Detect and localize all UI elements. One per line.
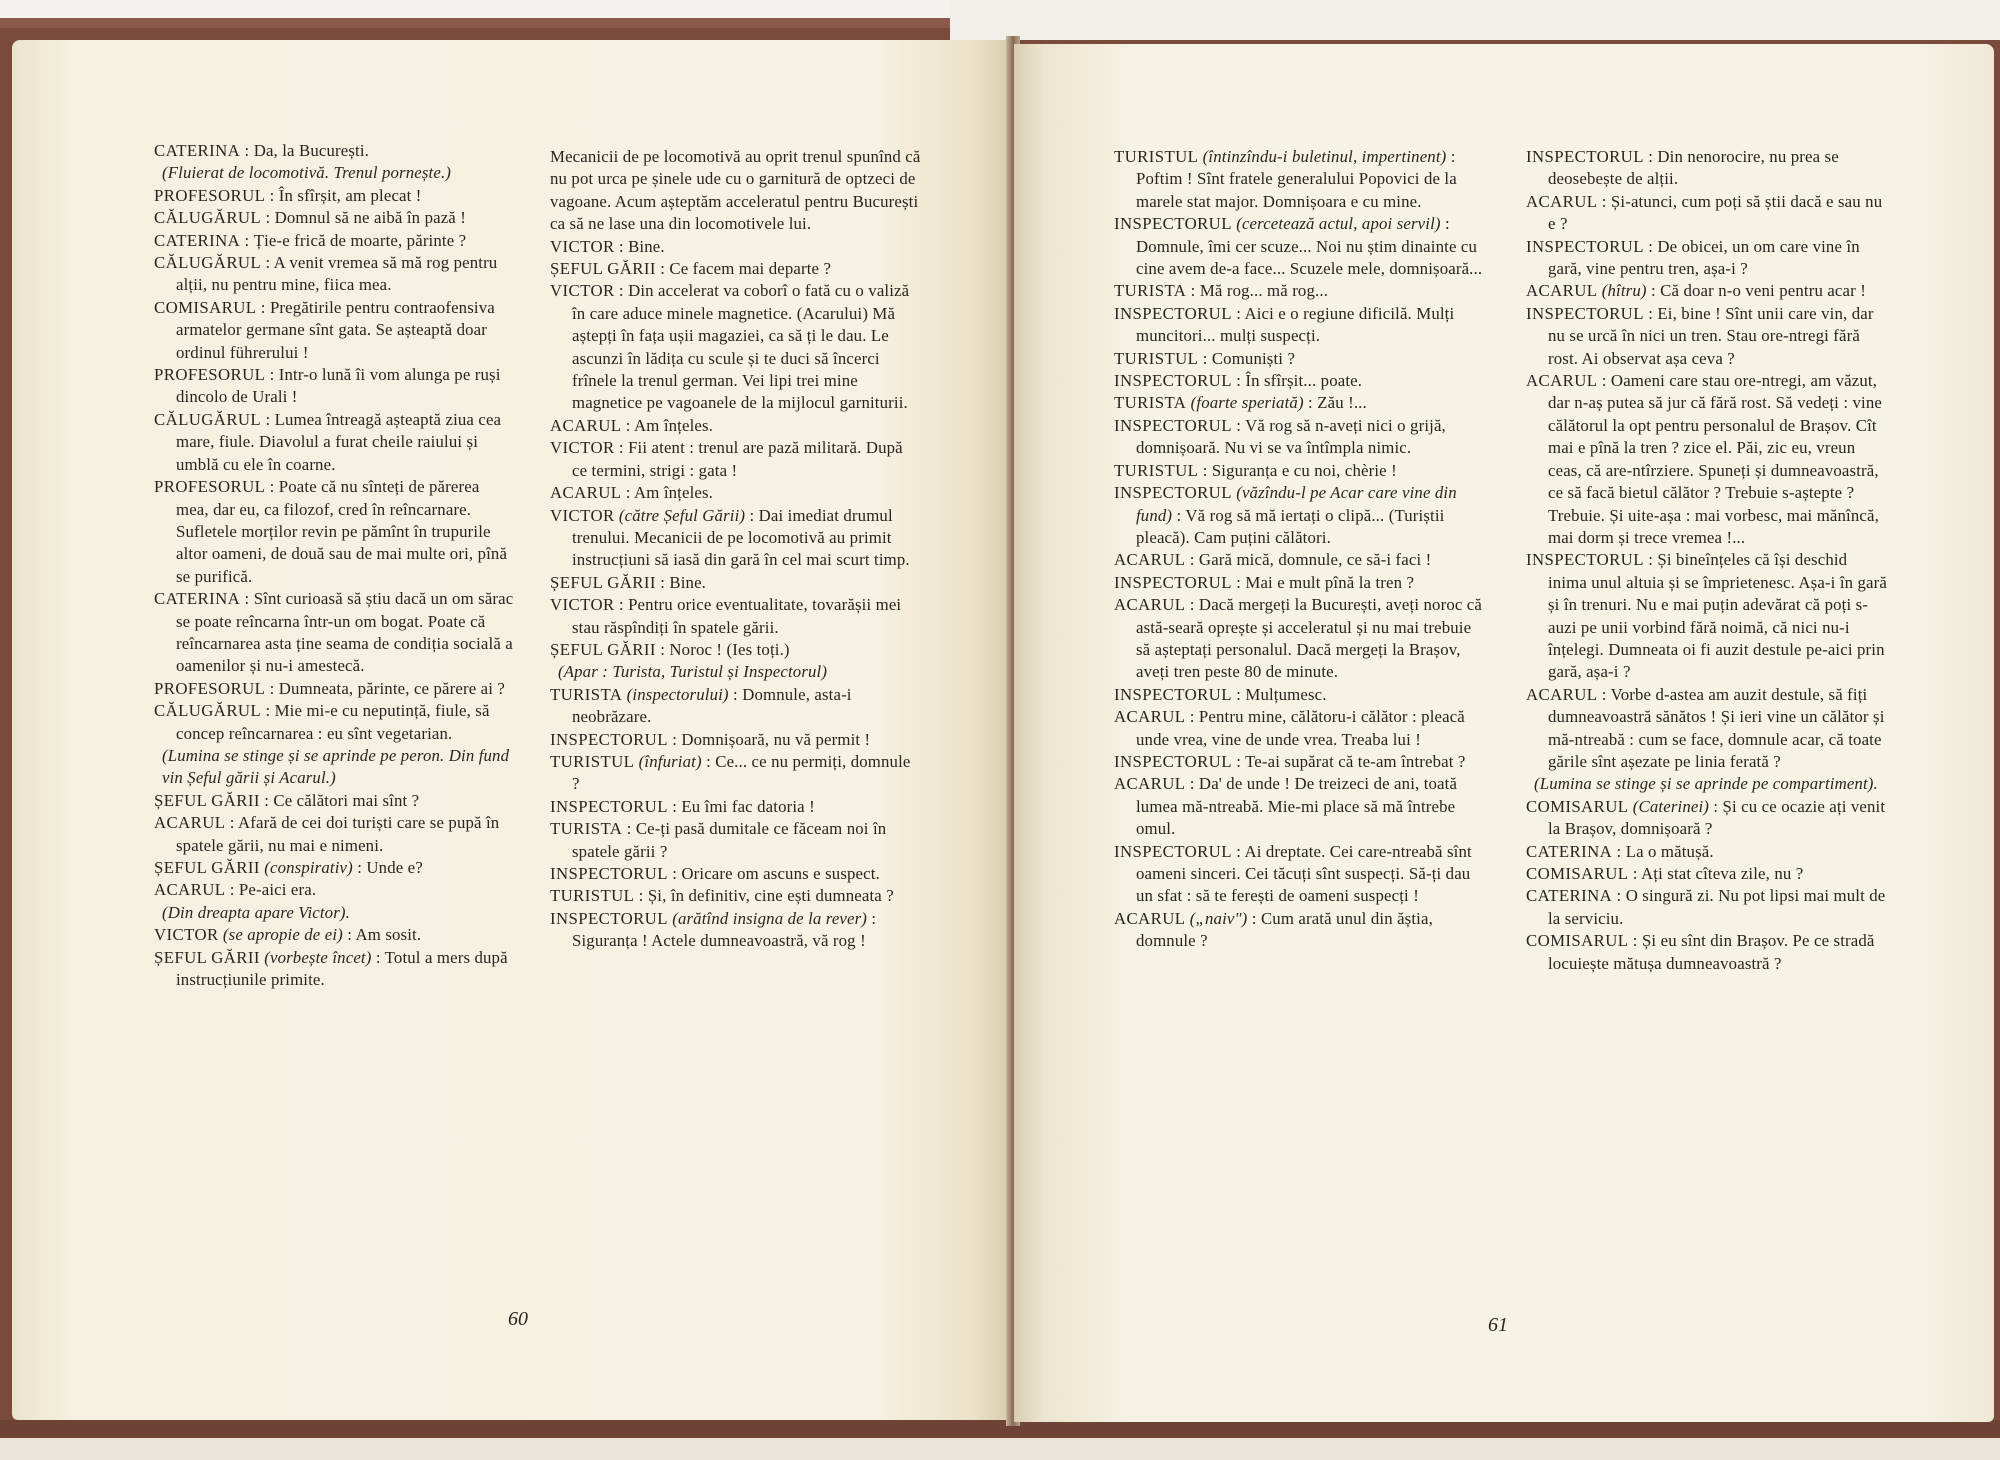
- character-name: VICTOR: [550, 438, 615, 458]
- dialogue-text: : Vă rog să n-aveți nici o grijă, domnișoară. Nu vi se va întîmpla nimic.: [1136, 415, 1446, 458]
- dialogue-line: [550, 863, 922, 885]
- character-name: ȘEFUL GĂRII: [154, 947, 260, 967]
- character-name: CĂLUGĂRUL: [154, 409, 262, 429]
- stage-aside: (hîtru): [1601, 281, 1647, 301]
- stage-aside: (cercetează actul, apoi servil): [1236, 214, 1441, 234]
- dialogue-text: : Siguranța ! Actele dumneavoastră, vă rog !: [572, 908, 877, 951]
- dialogue-line: [1114, 594, 1484, 684]
- character-name: VICTOR: [550, 236, 615, 256]
- dialogue-text: : Zău !...: [1308, 393, 1367, 413]
- character-name: PROFESORUL: [154, 365, 266, 385]
- character-name: ACARUL: [550, 483, 622, 503]
- dialogue-text: : Și bineînțeles că își deschid inima unul altuia și se împrietenesc. Așa-i în gară și în trenuri. Nu e mai puțin adevărat că poți s-auzi pe unii vorbind fără noimă, că nici nu-i înțelegi. Dumneata oi fi auzit destule pe-aici prin gară, așa-i ?: [1548, 550, 1887, 682]
- dialogue-line: [154, 857, 516, 879]
- dialogue-text: : Cum arată unul din ăștia, domnule ?: [1136, 908, 1433, 951]
- dialogue-text: : Că doar n-o veni pentru acar !: [1651, 281, 1866, 301]
- character-name: CATERINA: [1526, 886, 1613, 906]
- dialogue-line: [1114, 706, 1484, 751]
- dialogue-text: : Da, la București.: [244, 141, 370, 160]
- stage-direction: (Lumina se stinge și se aprinde pe peron. Din fund vin Șeful gării și Acarul.): [162, 745, 510, 788]
- character-name: CATERINA: [154, 141, 241, 160]
- right-page: [1014, 44, 1994, 1422]
- dialogue-text: : Unde e?: [357, 858, 423, 877]
- dialogue-line: [1114, 392, 1484, 414]
- dialogue-text: : Poftim ! Sînt fratele generalului Popovici de la marele stat major. Domnișoara e cu mine.: [1136, 147, 1457, 211]
- character-name: ACARUL: [1526, 684, 1598, 704]
- dialogue-text: : Da' de unde ! De treizeci de ani, toată lumea mă-ntreabă. Mie-mi place să mă întrebe omul.: [1136, 774, 1458, 839]
- dialogue-text: : Pregătirile pentru contraofensiva armatelor germane sînt gata. Se așteaptă doar ordinul führerului !: [176, 297, 495, 362]
- stage-aside: (către Șeful Gării): [618, 505, 746, 525]
- dialogue-line: [1114, 908, 1484, 953]
- character-name: PROFESORUL: [154, 678, 266, 698]
- stage-aside: (se apropie de ei): [222, 925, 343, 945]
- character-name: INSPECTORUL: [1114, 415, 1232, 435]
- character-name: ȘEFUL GĂRII: [154, 790, 260, 810]
- character-name: COMISARUL: [1526, 796, 1629, 816]
- dialogue-text: : Mulțumesc.: [1236, 684, 1327, 704]
- character-name: ACARUL: [154, 813, 226, 833]
- dialogue-line: [550, 437, 922, 482]
- stage-direction: (Din dreapta apare Victor).: [162, 902, 350, 922]
- dialogue-line: [154, 476, 516, 588]
- character-name: ACARUL: [154, 880, 226, 900]
- character-name: COMISARUL: [1526, 864, 1629, 883]
- dialogue-line: [550, 908, 922, 953]
- dialogue-text: : Dumneata, părinte, ce părere ai ?: [269, 678, 506, 698]
- character-name: ACARUL: [1114, 550, 1186, 570]
- dialogue-line: [550, 594, 922, 639]
- character-name: CATERINA: [1526, 841, 1613, 861]
- dialogue-text: : Am înțeles.: [625, 483, 714, 503]
- dialogue-text: : De obicei, un om care vine în gară, vine pentru tren, așa-i ?: [1548, 236, 1860, 279]
- character-name: ȘEFUL GĂRII: [550, 259, 656, 279]
- dialogue-text: : În sfîrșit... poate.: [1236, 371, 1363, 391]
- dialogue-line: [1526, 549, 1888, 683]
- dialogue-line: [1526, 885, 1888, 930]
- dialogue-text: : Gară mică, domnule, ce să-i faci !: [1189, 550, 1432, 570]
- dialogue-line: [1114, 415, 1484, 460]
- character-name: ACARUL: [1114, 595, 1186, 615]
- dialogue-text: : Pentru orice eventualitate, tovarășii mei stau răspîndiți în spatele gării.: [572, 595, 902, 637]
- dialogue-line: [1114, 549, 1484, 571]
- dialogue-text: : Te-ai supărat că te-am întrebat ?: [1236, 751, 1466, 771]
- character-name: CĂLUGĂRUL: [154, 701, 262, 721]
- dialogue-line: [550, 818, 922, 863]
- dialogue-line: [1526, 303, 1888, 370]
- dialogue-line: [1526, 236, 1888, 281]
- dialogue-text: : Ce... ce nu permiți, domnule ?: [572, 751, 911, 794]
- stage-aside: („naiv"): [1189, 908, 1248, 928]
- character-name: VICTOR: [550, 281, 615, 301]
- dialogue-line: [154, 185, 516, 207]
- stage-direction: (Fluierat de locomotivă. Trenul pornește.): [162, 163, 452, 183]
- dialogue-line: [1114, 751, 1484, 773]
- dialogue-text: : Am înțeles.: [625, 415, 714, 435]
- stage-aside: (văzîndu-l pe Acar care vine din fund): [1136, 483, 1457, 525]
- character-name: PROFESORUL: [154, 185, 266, 205]
- dialogue-text: : Ce-ți pasă dumitale ce făceam noi în spatele gării ?: [572, 819, 887, 861]
- character-name: ACARUL: [550, 415, 622, 435]
- dialogue-text: : Ați stat cîteva zile, nu ?: [1632, 864, 1804, 883]
- character-name: INSPECTORUL: [1526, 147, 1644, 166]
- character-name: CĂLUGĂRUL: [154, 253, 262, 273]
- character-name: INSPECTORUL: [550, 796, 668, 816]
- dialogue-text: : Bine.: [660, 572, 707, 592]
- dialogue-line: [154, 947, 516, 992]
- dialogue-line: [550, 258, 922, 280]
- dialogue-line: [550, 639, 922, 661]
- stage-direction: (Lumina se stinge și se aprinde pe compartiment).: [1534, 774, 1878, 794]
- dialogue-text: : Dai imediat drumul trenului. Mecanicii de pe locomotivă au primit instrucțiuni să iasă din gară în cel mai scurt timp.: [572, 505, 910, 570]
- dialogue-text: : Oricare om ascuns e suspect.: [672, 864, 880, 883]
- character-name: INSPECTORUL: [1526, 550, 1644, 570]
- character-name: INSPECTORUL: [1114, 303, 1232, 323]
- dialogue-text: : Din accelerat va coborî o fată cu o valiză în care aduce minele magnetice. (Acarului) Mă aștepți în fața ușii magaziei, ca să ți le dau. Le ascunzi în lădița cu scule și te duci să încerci frînele la trenul german. Vei lipi trei mine magnetice pe vagoanele de la mijlocul garniturii.: [572, 281, 910, 413]
- left-page-column-1: [154, 140, 516, 991]
- dialogue-line: [1114, 684, 1484, 706]
- character-name: ACARUL: [1526, 371, 1598, 391]
- page-number: 60: [508, 1308, 528, 1330]
- dialogue-line: [550, 572, 922, 594]
- dialogue-line: [1526, 280, 1888, 302]
- character-name: TURISTUL: [1114, 460, 1199, 480]
- dialogue-text: : Și cu ce ocazie ați venit la Brașov, domnișoară ?: [1548, 796, 1886, 839]
- dialogue-line: [154, 678, 516, 700]
- character-name: CĂLUGĂRUL: [154, 208, 262, 228]
- dialogue-text: : Mai e mult pînă la tren ?: [1236, 572, 1415, 592]
- dialogue-line: [550, 885, 922, 907]
- stage-direction: (Apar : Turista, Turistul și Inspectorul): [558, 662, 828, 682]
- dialogue-line: [1526, 146, 1888, 191]
- character-name: TURISTA: [1114, 281, 1187, 301]
- stage-aside: (inspectorului): [626, 684, 729, 704]
- character-name: TURISTUL: [1114, 348, 1199, 368]
- dialogue-text: : Domnule, asta-i neobrăzare.: [572, 684, 852, 727]
- dialogue-line: [1526, 191, 1888, 236]
- dialogue-line: [550, 796, 922, 818]
- character-name: CATERINA: [154, 230, 241, 250]
- character-name: INSPECTORUL: [1114, 214, 1232, 234]
- character-name: INSPECTORUL: [1114, 684, 1232, 704]
- dialogue-text: : Domnule, îmi cer scuze... Noi nu știm dinainte cu cine avem de-a face... Scuzele mele, domnișoară...: [1136, 214, 1483, 279]
- dialogue-line: [1114, 348, 1484, 370]
- stage-aside: (Caterinei): [1632, 796, 1710, 816]
- character-name: VICTOR: [154, 925, 219, 945]
- dialogue-text: : În sfîrșit, am plecat !: [269, 185, 422, 205]
- dialogue-line: [550, 280, 922, 414]
- stage-aside: (înfuriat): [638, 751, 702, 771]
- character-name: CATERINA: [154, 589, 241, 609]
- dialogue-line: [154, 140, 516, 162]
- dialogue-text: : Din nenorocire, nu prea se deosebește de alții.: [1548, 147, 1839, 189]
- dialogue-line: [1114, 572, 1484, 594]
- character-name: ȘEFUL GĂRII: [154, 858, 260, 877]
- dialogue-text: : Comuniști ?: [1202, 348, 1296, 368]
- dialogue-text: : Și-atunci, cum poți să știi dacă e sau nu e ?: [1548, 191, 1883, 234]
- dialogue-line: [1114, 303, 1484, 348]
- dialogue-text: : O singură zi. Nu pot lipsi mai mult de la serviciu.: [1548, 886, 1886, 928]
- dialogue-text: : Vă rog să mă iertați o clipă... (Turiștii pleacă). Cam puțini călători.: [1136, 505, 1445, 547]
- dialogue-text: : Poate că nu sînteți de părerea mea, dar eu, ca filozof, cred în reîncarnare. Sufletele morților revin pe pămînt în trupurile altor oameni, de două sau de mai multe ori, pînă se purifică.: [176, 477, 508, 586]
- dialogue-line: [1114, 773, 1484, 840]
- character-name: INSPECTORUL: [550, 729, 668, 749]
- stage-aside: (vorbește încet): [264, 947, 372, 967]
- character-name: ACARUL: [1114, 707, 1186, 727]
- dialogue-text: : Bine.: [618, 236, 665, 256]
- left-page-column-2: [550, 146, 922, 953]
- character-name: INSPECTORUL: [1526, 303, 1644, 323]
- dialogue-line: [550, 415, 922, 437]
- character-name: INSPECTORUL: [550, 864, 668, 883]
- character-name: ACARUL: [1526, 281, 1598, 301]
- character-name: VICTOR: [550, 595, 615, 615]
- dialogue-line: [154, 924, 516, 946]
- dialogue-text: : Oameni care stau ore-ntregi, am văzut, dar n-aș putea să jur că fără rost. Să vedeți : vine călătorul la opt pentru personalul de Brașov. Cît mai e pînă la tren ? zice el. Păi, zic eu, vreun ceas, că are-ntîrziere. Spuneți și dumneavoastră, ce să facă bietul călător ? Trebuie s-aștepte ? Trebuie. Și uite-așa : mai vorbesc, mai mănîncă, mai dorm și trece vremea !...: [1548, 371, 1882, 547]
- character-name: ȘEFUL GĂRII: [550, 639, 656, 659]
- dialogue-text: : Domnul să ne aibă în pază !: [265, 208, 466, 228]
- character-name: INSPECTORUL: [550, 908, 668, 928]
- dialogue-line: [1526, 684, 1888, 774]
- dialogue-text: : Mie mi-e cu neputință, fiule, să concep reîncarnarea : eu sînt vegetarian.: [176, 701, 490, 743]
- dialogue-line: [154, 812, 516, 857]
- dialogue-text: : Ce facem mai departe ?: [660, 259, 832, 279]
- book-bottom-edge: [0, 1420, 2000, 1460]
- dialogue-text: : Ai dreptate. Cei care-ntreabă sînt oameni sinceri. Cei tăcuți sînt suspecți. Să-ți dau un sfat : să te ferești de oameni suspecți !: [1136, 841, 1472, 906]
- character-name: INSPECTORUL: [1114, 371, 1232, 391]
- dialogue-line: [1114, 841, 1484, 908]
- character-name: INSPECTORUL: [1114, 841, 1232, 861]
- dialogue-text: : Pentru mine, călătoru-i călător : pleacă unde vrea, vine de unde vrea. Treaba lui !: [1136, 707, 1465, 749]
- character-name: ACARUL: [1114, 908, 1186, 928]
- dialogue-text: : Ce călători mai sînt ?: [264, 790, 420, 810]
- character-name: TURISTA: [550, 819, 623, 839]
- dialogue-line: [1114, 482, 1484, 549]
- dialogue-line: [1526, 841, 1888, 863]
- dialogue-line: [154, 207, 516, 229]
- cover-edge: [0, 1420, 2000, 1438]
- book-top-edge: [0, 0, 2000, 28]
- dialogue-text: : La o mătușă.: [1616, 841, 1714, 861]
- dialogue-line: [1526, 930, 1888, 975]
- dialogue-line: [1114, 280, 1484, 302]
- character-name: ȘEFUL GĂRII: [550, 572, 656, 592]
- character-name: INSPECTORUL: [1114, 483, 1232, 503]
- page-number: 61: [1488, 1314, 1508, 1336]
- dialogue-line: [154, 409, 516, 476]
- character-name: TURISTUL: [550, 886, 635, 906]
- dialogue-text: : Am sosit.: [347, 925, 422, 945]
- dialogue-text: : Dacă mergeți la București, aveți noroc că astă-seară oprește și acceleratul și nu mai trebuie să așteptați personalul. Dacă mergeți la Brașov, aveți tren peste 80 de minute.: [1136, 595, 1482, 682]
- dialogue-text: : Sînt curioasă să știu dacă un om sărac se poate reîncarna într-un om bogat. Poate că reîncarnarea asta ține seama de condiția socială a oamenilor și nu-i amestecă.: [176, 589, 514, 676]
- dialogue-line: [154, 588, 516, 678]
- dialogue-text: : Totul a mers după instrucțiunile primite.: [176, 947, 508, 990]
- dialogue-text: : Mă rog... mă rog...: [1190, 281, 1329, 301]
- character-name: INSPECTORUL: [1114, 751, 1232, 771]
- stage-aside: (arătînd insigna de la rever): [672, 908, 868, 928]
- dialogue-text: : A venit vremea să mă rog pentru alții, nu pentru mine, fiica mea.: [176, 253, 498, 295]
- dialogue-line: [154, 252, 516, 297]
- dialogue-line: [1526, 370, 1888, 549]
- dialogue-text: : Și eu sînt din Brașov. Pe ce stradă locuiește mătușa dumneavoastră ?: [1548, 931, 1875, 973]
- dialogue-text: : Intr-o lună îi vom alunga pe ruși dincolo de Urali !: [176, 365, 501, 407]
- page-top-edge: [950, 0, 2000, 40]
- dialogue-line: [1526, 863, 1888, 885]
- character-name: COMISARUL: [1526, 931, 1629, 951]
- dialogue-line: [550, 482, 922, 504]
- dialogue-text: : Fii atent : trenul are pază militară. După ce termini, strigi : gata !: [572, 438, 903, 480]
- stage-aside: (întinzîndu-i buletinul, impertinent): [1202, 147, 1447, 166]
- character-name: TURISTUL: [550, 751, 635, 771]
- character-name: INSPECTORUL: [1526, 236, 1644, 256]
- stage-aside: (foarte speriată): [1190, 393, 1304, 413]
- dialogue-text: : Afară de cei doi turiști care se pupă în spatele gării, nu mai e nimeni.: [176, 813, 500, 855]
- dialogue-text: : Lumea întreagă așteaptă ziua cea mare, fiule. Diavolul a furat cheile raiului și umblă cu ele în coarne.: [176, 409, 502, 474]
- dialogue-line: [154, 790, 516, 812]
- right-page-column-1: [1114, 146, 1484, 953]
- dialogue-continuation: Mecanicii de pe locomotivă au oprit trenul spunînd că nu pot urca pe șinele ude cu o garnitură de optzeci de vagoane. Acum așteptăm acceleratul pentru București ca să ne lase una din locomotivele lui.: [550, 147, 921, 234]
- dialogue-line: [550, 729, 922, 751]
- dialogue-text: : Ție-e frică de moarte, părinte ?: [244, 230, 467, 250]
- dialogue-line: [550, 505, 922, 572]
- character-name: PROFESORUL: [154, 477, 266, 497]
- dialogue-line: [154, 297, 516, 364]
- dialogue-line: [550, 684, 922, 729]
- dialogue-line: [154, 879, 516, 901]
- dialogue-line: [550, 236, 922, 258]
- dialogue-text: : Domnișoară, nu vă permit !: [672, 729, 871, 749]
- dialogue-line: [1114, 370, 1484, 392]
- dialogue-text: : Ei, bine ! Sînt unii care vin, dar nu se urcă în nici un tren. Stau ore-ntregi fără rost. Ai observat așa ceva ?: [1548, 303, 1874, 368]
- dialogue-text: : Eu îmi fac datoria !: [672, 796, 815, 816]
- stage-aside: (conspirativ): [264, 858, 353, 877]
- dialogue-line: [550, 751, 922, 796]
- character-name: COMISARUL: [154, 297, 257, 317]
- character-name: INSPECTORUL: [1114, 572, 1232, 592]
- character-name: ACARUL: [1526, 191, 1598, 211]
- character-name: VICTOR: [550, 505, 615, 525]
- dialogue-line: [154, 364, 516, 409]
- dialogue-text: : Noroc ! (Ies toți.): [660, 639, 790, 659]
- dialogue-line: [1114, 146, 1484, 213]
- character-name: TURISTUL: [1114, 147, 1199, 166]
- right-page-column-2: [1526, 146, 1888, 975]
- character-name: TURISTA: [1114, 393, 1187, 413]
- dialogue-line: [154, 230, 516, 252]
- dialogue-text: : Siguranța e cu noi, chèrie !: [1202, 460, 1397, 480]
- dialogue-text: : Și, în definitiv, cine ești dumneata ?: [638, 886, 894, 906]
- dialogue-text: : Vorbe d-astea am auzit destule, să fiți dumneavoastră sănătos ! Și ieri vine un călător și mă-ntreabă : cum se face, domnule acar, că toate gările sînt așezate pe linia ferată ?: [1548, 684, 1885, 771]
- character-name: ACARUL: [1114, 774, 1186, 794]
- dialogue-line: [1114, 213, 1484, 280]
- dialogue-line: [154, 700, 516, 745]
- dialogue-text: : Pe-aici era.: [229, 880, 317, 900]
- dialogue-line: [1526, 796, 1888, 841]
- character-name: TURISTA: [550, 684, 623, 704]
- dialogue-line: [1114, 460, 1484, 482]
- left-page: [12, 40, 1010, 1420]
- dialogue-text: : Aici e o regiune dificilă. Mulți muncitori... mulți suspecți.: [1136, 303, 1455, 346]
